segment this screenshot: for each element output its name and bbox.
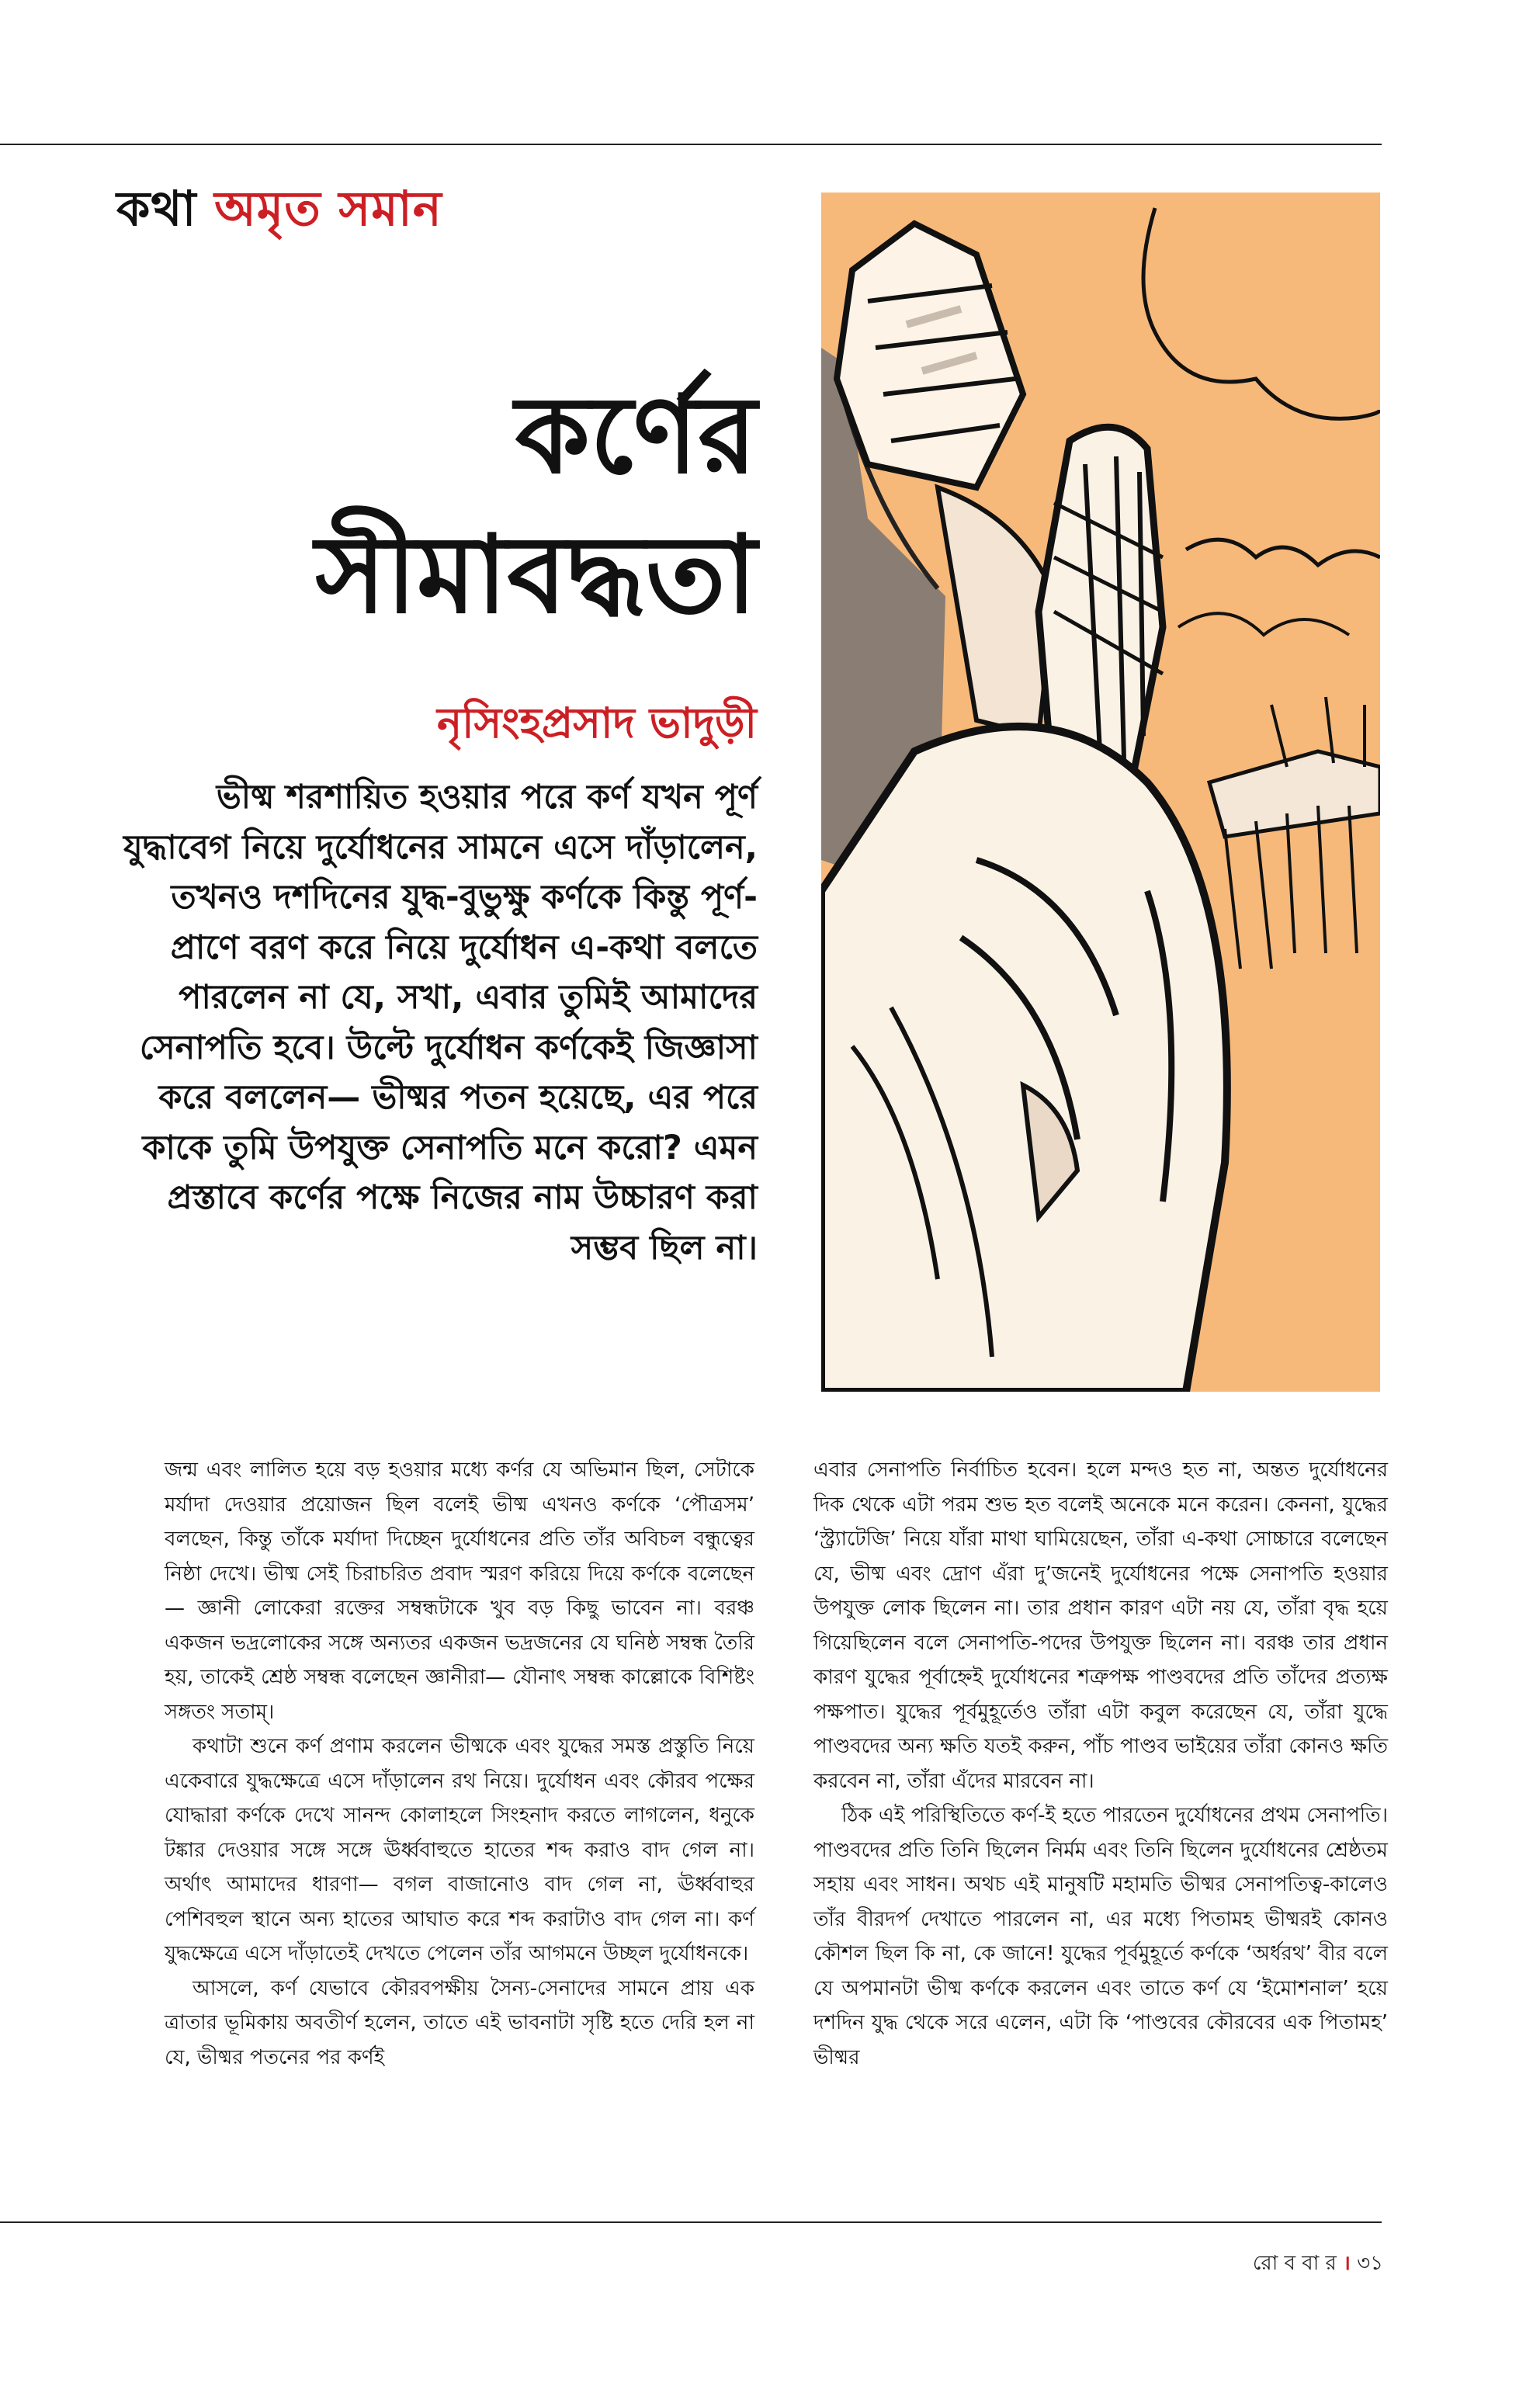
body-paragraph: এবার সেনাপতি নির্বাচিত হবেন। হলে মন্দও হত না, অন্তত দুর্যোধনের দিক থেকে এটা পরম শুভ হত বলেই অনেকে মনে করেন। কেননা, যুদ্ধের ‘স্ট্র্যাটেজি’ নিয়ে যাঁরা মাথা ঘামিয়েছেন, তাঁরা এ-কথা সোচ্চারে বলেছেন যে, ভীষ্ম এবং দ্রোণ এঁরা দু’জনেই দুর্যোধনের পক্ষে সেনাপতি হওয়ার উপযুক্ত লোক ছিলেন না। তার প্রধান কারণ এটা নয় যে, তাঁরা বৃদ্ধ হয়ে গিয়েছিলেন বলে সেনাপতি-পদের উপযুক্ত ছিলেন না। বরঞ্চ তার প্রধান কারণ যুদ্ধের পূর্বাহ্নেই দুর্যোধনের শত্রুপক্ষ পাণ্ডবদের প্রতি তাঁদের প্রত্যক্ষ পক্ষপাত। যুদ্ধের পূর্বমুহূর্তেও তাঁরা এটা কবুল করেছেন যে, তাঁরা যুদ্ধে পাণ্ডবদের অন্য ক্ষতি যতই করুন, পাঁচ পাণ্ডব ভাইয়ের তাঁরা কোনও ক্ষতি করবেন না, তাঁরা এঁদের মারবেন না। xyxy=(813,1458,1388,1793)
body-paragraph: জন্ম এবং লালিত হয়ে বড় হওয়ার মধ্যে কর্ণর যে অভিমান ছিল, সেটাকে মর্যাদা দেওয়ার প্রয়োজন ছিল বলেই ভীষ্ম এখনও কর্ণকে ‘পৌত্রসম’ বলছেন, কিন্তু তাঁকে মর্যাদা দিচ্ছেন দুর্যোধনের প্রতি তাঁর অবিচল বন্ধুত্বের নিষ্ঠা দেখে। ভীষ্ম সেই চিরাচরিত প্রবাদ স্মরণ করিয়ে দিয়ে কর্ণকে বলেছেন— জ্ঞানী লোকেরা রক্তের সম্বন্ধটাকে খুব বড় কিছু ভাবেন না। বরঞ্চ একজন ভদ্রলোকের সঙ্গে অন্যতর একজন ভদ্রজনের যে ঘনিষ্ঠ সম্বন্ধ তৈরি হয়, তাকেই শ্রেষ্ঠ সম্বন্ধ বলেছেন জ্ঞানীরা— যৌনাৎ সম্বন্ধ কাল্লোকে বিশিষ্টং সঙ্গতং সতাম্। xyxy=(165,1458,754,1724)
body-column-right xyxy=(813,1453,1388,2075)
title-line-2: সীমাবদ্ধতা xyxy=(315,511,757,637)
footer-separator: । xyxy=(1343,2252,1351,2275)
article-illustration xyxy=(821,192,1380,1392)
section-heading xyxy=(116,172,442,252)
top-rule xyxy=(0,144,1382,145)
warrior-sketch xyxy=(821,192,1380,1392)
body-paragraph: ঠিক এই পরিস্থিতিতে কর্ণ-ই হতে পারতেন দুর্যোধনের প্রথম সেনাপতি। পাণ্ডবদের প্রতি তিনি ছিলেন নির্মম এবং তিনি ছিলেন দুর্যোধনের শ্রেষ্ঠতম সহায় এবং সাধন। অথচ এই মানুষটি মহামতি ভীষ্মর সেনাপতিত্ব-কালেও তাঁর বীরদর্প দেখাতে পারলেন না, এর মধ্যে পিতামহ ভীষ্মরই কোনও কৌশল ছিল কি না, কে জানে! যুদ্ধের পূর্বমুহূর্তে কর্ণকে ‘অর্ধরথ’ বীর বলে যে অপমানটা ভীষ্ম কর্ণকে করলেন এবং তাতে কর্ণ যে ‘ইমোশনাল’ হয়ে দশদিন যুদ্ধ থেকে সরে এলেন, এটা কি ‘পাণ্ডবের কৌরবের এক পিতামহ’ ভীষ্মর xyxy=(813,1804,1388,2069)
magazine-name: রো ব বা র xyxy=(1252,2252,1337,2275)
body-column-left xyxy=(165,1453,754,2075)
page-footer xyxy=(1211,2247,1383,2281)
section-accent: অমৃত সমান xyxy=(214,180,442,237)
body-paragraph: আসলে, কর্ণ যেভাবে কৌরবপক্ষীয় সৈন্য-সেনাদের সামনে প্রায় এক ত্রাতার ভূমিকায় অবতীর্ণ হলেন, তাতে এই ভাবনাটা সৃষ্টি হতে দেরি হল না যে, ভীষ্মর পতনের পর কর্ণই xyxy=(165,1976,754,2069)
article-title xyxy=(194,365,757,644)
section-prefix: কথা xyxy=(116,180,197,237)
author-byline: নৃসিংহপ্রসাদ ভাদুড়ী xyxy=(436,698,757,747)
intro-paragraph: ভীষ্ম শরশায়িত হওয়ার পরে কর্ণ যখন পূর্ণ যুদ্ধাবেগ নিয়ে দুর্যোধনের সামনে এসে দাঁড়ালেন, তখনও দশদিনের যুদ্ধ-বুভুক্ষু কর্ণকে কিন্তু পূর্ণ-প্রাণে বরণ করে নিয়ে দুর্যোধন এ-কথা বলতে পারলেন না যে, সখা, এবার তুমিই আমাদের সেনাপতি হবে। উল্টে দুর্যোধন কর্ণকেই জিজ্ঞাসা করে বললেন— ভীষ্মর পতন হয়েছে, এর পরে কাকে তুমি উপযুক্ত সেনাপতি মনে করো? এমন প্রস্তাবে কর্ণের পক্ষে নিজের নাম উচ্চারণ করা সম্ভব ছিল না। xyxy=(123,778,758,1268)
title-line-1: কর্ণের xyxy=(515,371,757,498)
bottom-rule xyxy=(0,2221,1382,2223)
page-number: ৩১ xyxy=(1357,2252,1383,2275)
body-paragraph: কথাটা শুনে কর্ণ প্রণাম করলেন ভীষ্মকে এবং যুদ্ধের সমস্ত প্রস্তুতি নিয়ে একেবারে যুদ্ধক্ষেত্রে এসে দাঁড়ালেন রথ নিয়ে। দুর্যোধন এবং কৌরব পক্ষের যোদ্ধারা কর্ণকে দেখে সানন্দ কোলাহলে সিংহনাদ করতে লাগলেন, ধনুকে টঙ্কার দেওয়ার সঙ্গে সঙ্গে ঊর্ধ্ববাহুতে হাতের শব্দ করাও বাদ গেল না। অর্থাৎ আমাদের ধারণা— বগল বাজানোও বাদ গেল না, ঊর্ধ্ববাহুর পেশিবহুল স্থানে অন্য হাতের আঘাত করে শব্দ করাটাও বাদ গেল না। কর্ণ যুদ্ধক্ষেত্রে এসে দাঁড়াতেই দেখতে পেলেন তাঁর আগমনে উচ্ছল দুর্যোধনকে। xyxy=(165,1735,754,1965)
